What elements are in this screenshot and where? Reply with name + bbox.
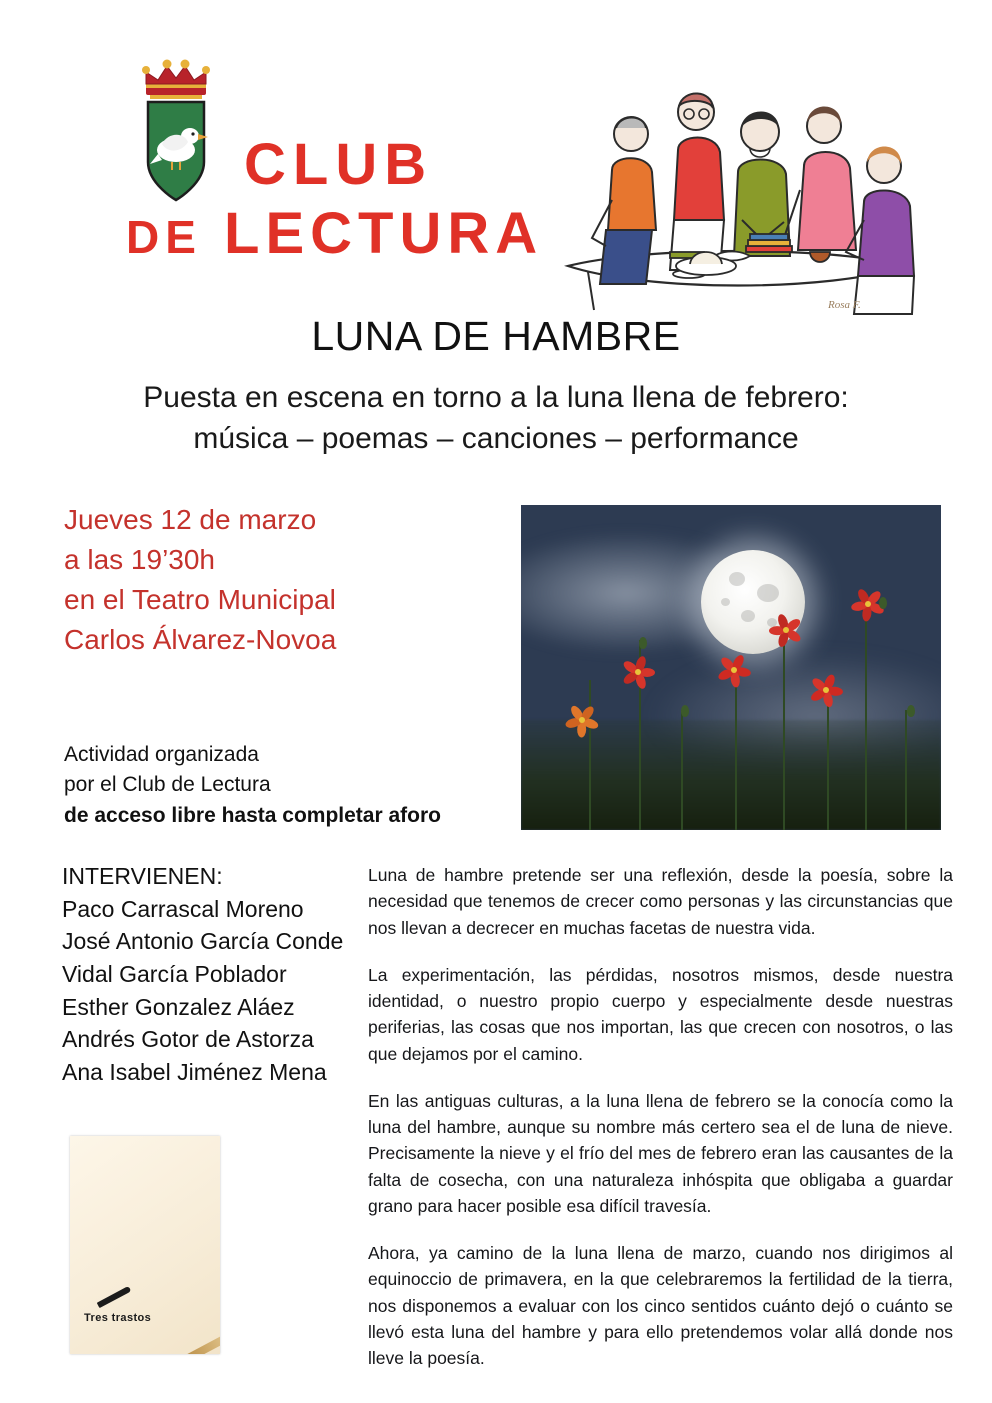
book-title: Tres trastos — [84, 1312, 152, 1324]
municipal-crest-icon — [128, 58, 224, 208]
participant-name: Vidal García Poblador — [62, 960, 287, 987]
book-cover — [70, 1136, 220, 1354]
moon-photo — [521, 505, 941, 830]
red-flower — [769, 613, 803, 647]
description-paragraph: En las antiguas culturas, a la luna llena de febrero se la conocía como la luna del hambre, aunque su nombre más certero sea el de luna de nieve. Precisamente la nieve y el frío del mes de febrero eran las causantes de la falta de cosecha, con una naturaleza inhóspita que obligaba a guardar grano para hacer posible esa difícil travesía. — [368, 1090, 953, 1216]
participants-list — [62, 860, 392, 1089]
page-title: LUNA DE HAMBRE — [311, 313, 681, 359]
red-flower — [717, 653, 751, 687]
reading-group-illustration — [528, 70, 948, 320]
illustration-signature: Rosa F. — [828, 299, 861, 311]
description-paragraph: Ahora, ya camino de la luna llena de marzo, cuando nos dirigimos al equinoccio de primavera, en la que celebraremos la fertilidad de la tierra, nos disponemos a evaluar con los cinco sentidos cuánto dejó o cuánto se llevó esta luna del hambre y para ello pretendemos volar allá donde nos lleve la poesía. — [368, 1243, 953, 1368]
description-paragraph: Luna de hambre pretende ser una reflexión, desde la poesía, sobre la necesidad que tenemos de crecer como personas y las circunstancias que nos llevan a decrecer en muchas facetas de nuestra vida. — [368, 865, 953, 938]
participant-name: José Antonio García Conde — [62, 928, 344, 955]
event-venue: en el Teatro Municipal — [64, 584, 336, 616]
event-venue-name: Carlos Álvarez-Novoa — [64, 624, 337, 656]
participant-name: Esther Gonzalez Aláez — [62, 993, 295, 1020]
participants-heading: INTERVIENEN: — [62, 863, 223, 889]
description-text — [368, 862, 953, 1371]
club-title-line2 — [126, 201, 544, 266]
poster-header — [0, 30, 992, 311]
brush-icon — [118, 1334, 220, 1354]
orange-flower — [565, 703, 599, 737]
subtitle-line-2: música – poemas – canciones – performance — [193, 421, 799, 455]
organizer-line-2: por el Club de Lectura — [64, 773, 271, 797]
participant-name: Andrés Gotor de Astorza — [62, 1026, 314, 1053]
club-title-de: DE — [126, 211, 202, 263]
participant-name: Ana Isabel Jiménez Mena — [62, 1058, 327, 1085]
access-note: de acceso libre hasta completar aforo — [64, 803, 441, 827]
organizer-line-1: Actividad organizada — [64, 743, 259, 766]
participant-name: Paco Carrascal Moreno — [62, 895, 304, 922]
red-flower — [809, 673, 843, 707]
red-flower — [621, 655, 655, 689]
brush-tip-icon — [97, 1286, 132, 1308]
event-time: a las 19’30h — [64, 544, 216, 576]
club-title-lectura: LECTURA — [224, 201, 544, 266]
description-paragraph: La experimentación, las pérdidas, nosotros mismos, desde nuestra identidad, o nuestro propio cuerpo y especialmente desde nuestras periferias, las cosas que nos importan, las que crecen con nosotros, o las que dejamos por el camino. — [368, 964, 953, 1064]
club-title-line1: CLUB — [244, 132, 434, 197]
page-subtitle — [0, 378, 992, 459]
event-details — [64, 500, 494, 660]
subtitle-line-1: Puesta en escena en torno a la luna llena de febrero: — [143, 381, 849, 414]
organizer-block — [64, 740, 514, 831]
event-date: Jueves 12 de marzo — [64, 504, 317, 535]
